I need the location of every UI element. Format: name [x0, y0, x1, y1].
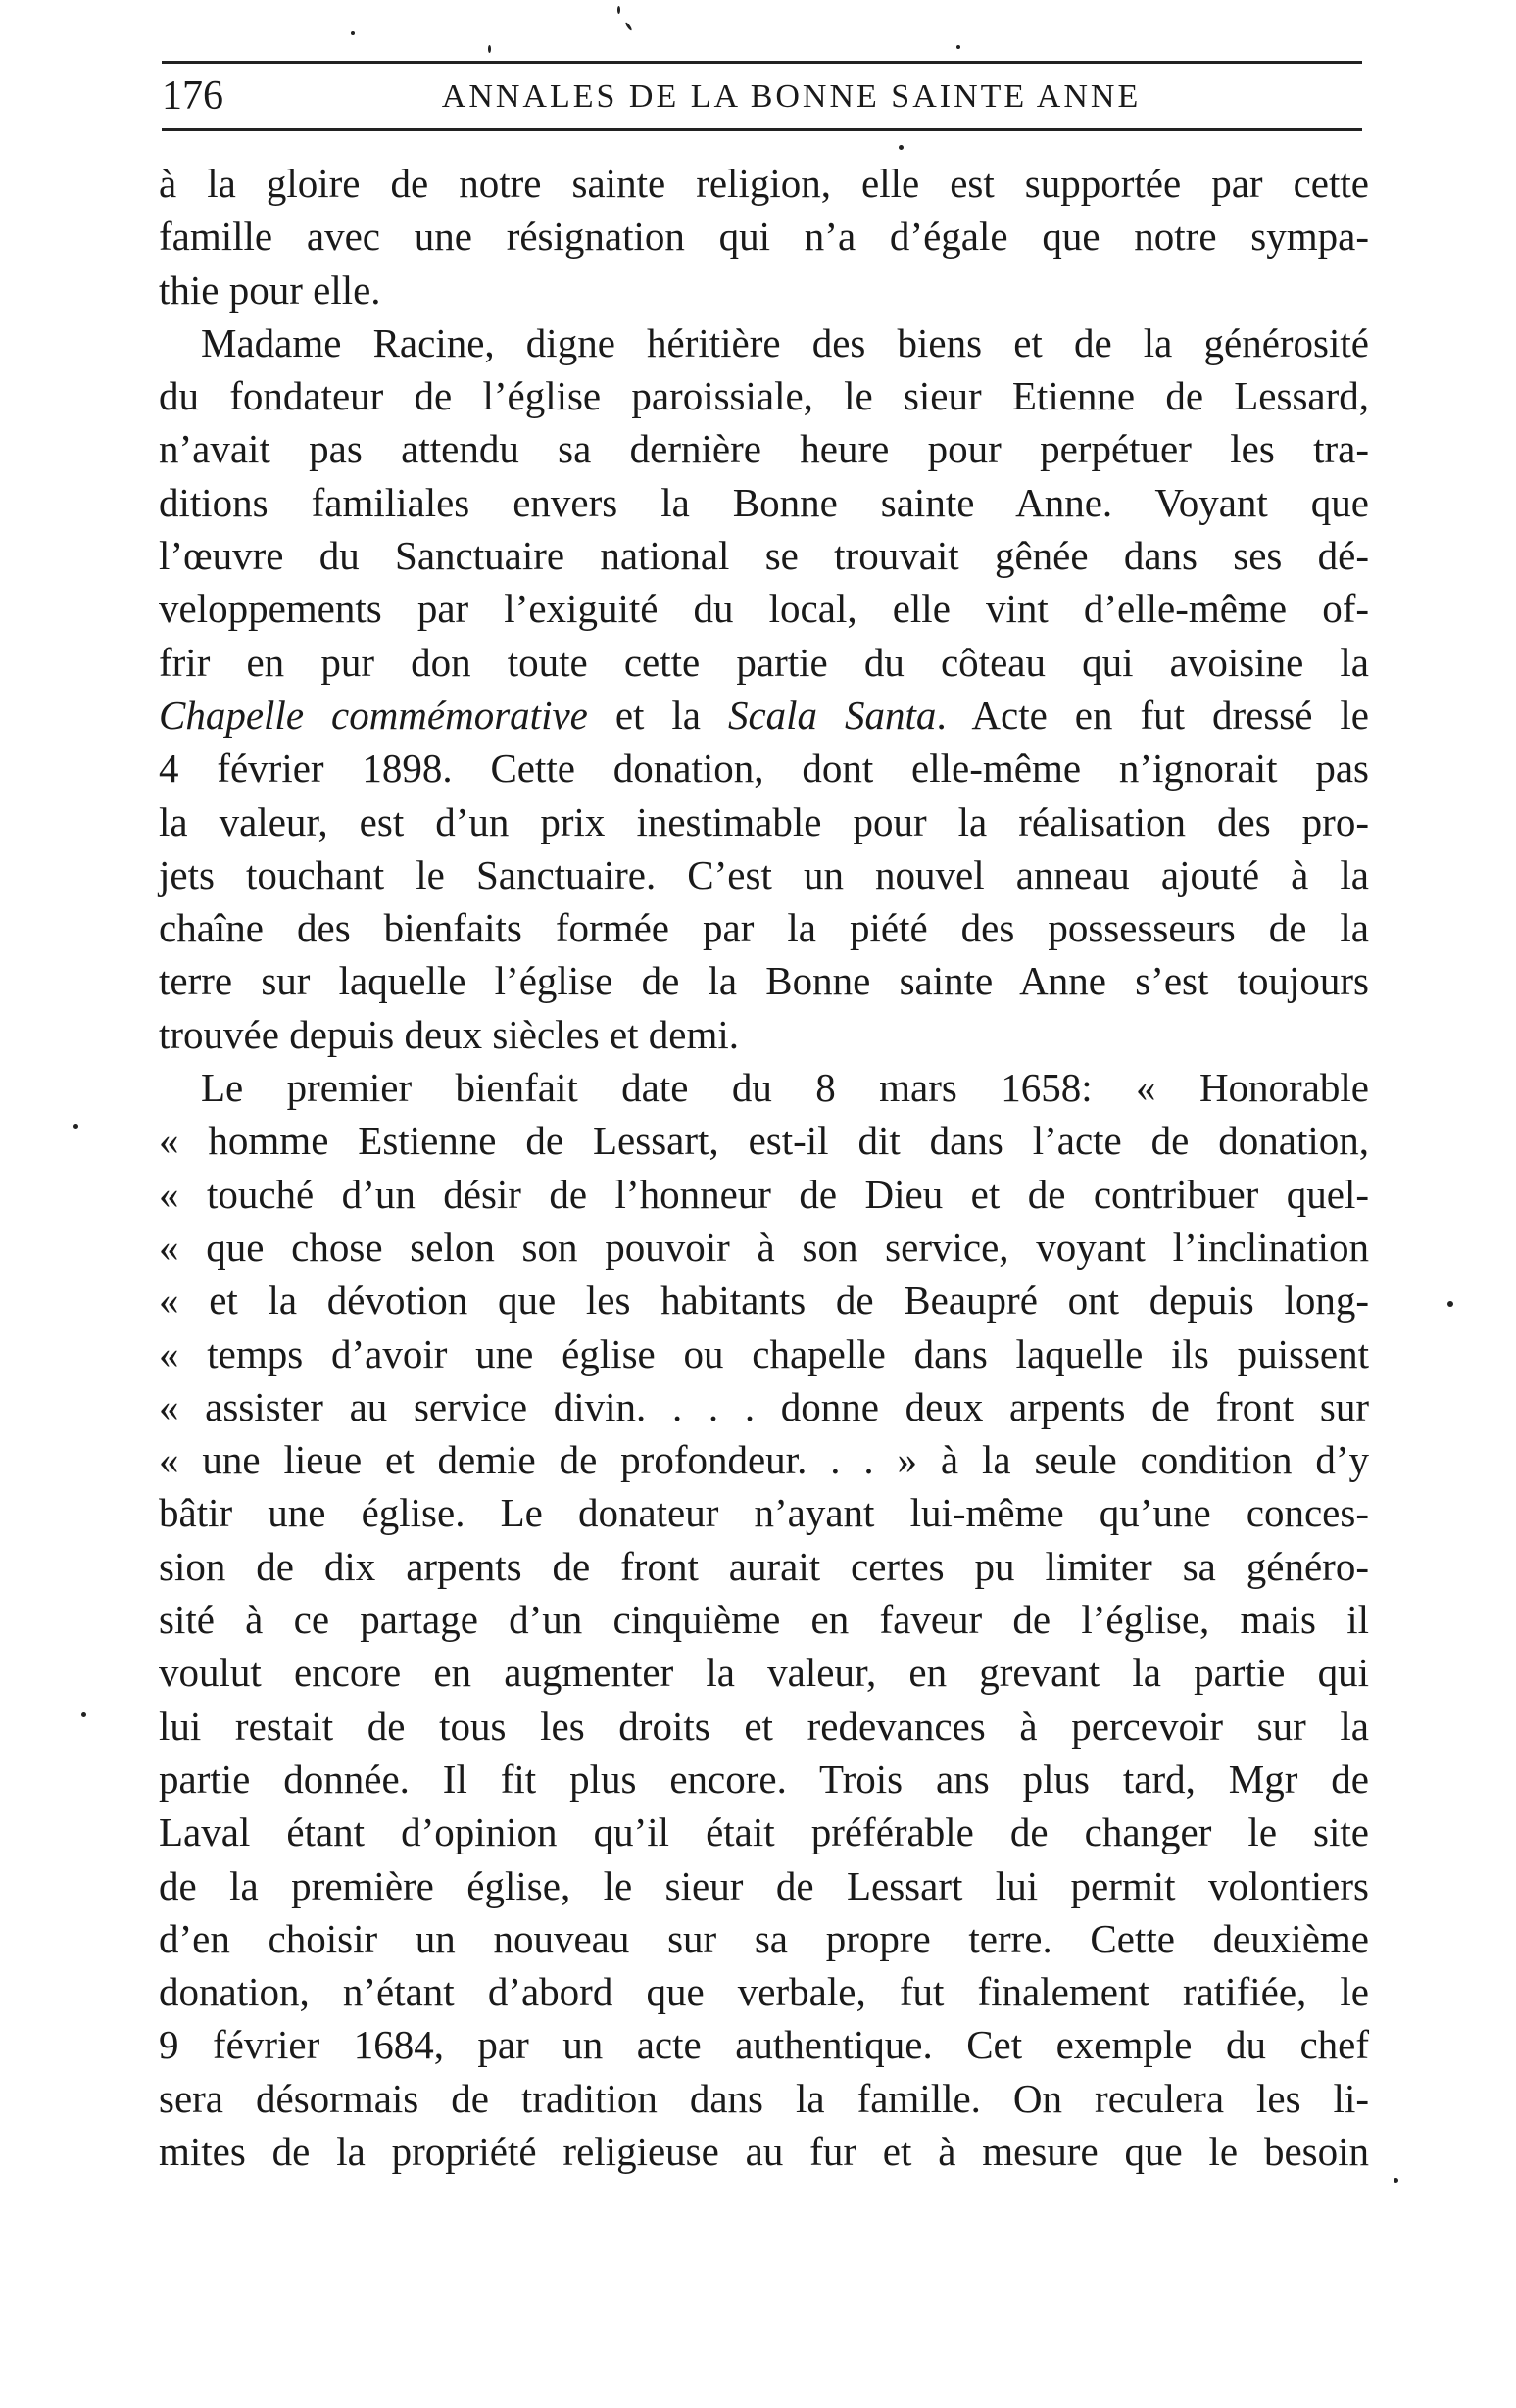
- text-line: donation, n’étant d’abord que verbale, fut finalement ratifiée, le: [159, 1969, 1369, 2015]
- text-line: « homme Estienne de Lessart, est-il dit dans l’acte de donation,: [159, 1118, 1369, 1164]
- text-line: « touché d’un désir de l’honneur de Dieu et de contribuer quel-: [159, 1171, 1369, 1217]
- text-line: Le premier bienfait date du 8 mars 1658: « Honorable: [201, 1065, 1369, 1111]
- text-line: « et la dévotion que les habitants de Beaupré ont depuis long-: [159, 1277, 1369, 1324]
- scan-speck: [624, 22, 632, 31]
- text-line: sité à ce partage d’un cinquième en faveur de l’église, mais il: [159, 1597, 1369, 1643]
- scan-speck: [81, 1712, 86, 1717]
- text-line: frir en pur don toute cette partie du côteau qui avoisine la: [159, 639, 1369, 685]
- page-header: [162, 61, 1362, 131]
- scan-speck: [956, 45, 960, 49]
- text-line: jets touchant le Sanctuaire. C’est un nouvel anneau ajouté à la: [159, 851, 1369, 897]
- scan-speck: [1394, 2178, 1398, 2183]
- page-number: 176: [162, 73, 223, 119]
- running-head: ANNALES DE LA BONNE SAINTE ANNE: [441, 78, 1142, 115]
- text-line: 4 février 1898. Cette donation, dont elle-même n’ignorait pas: [159, 746, 1369, 792]
- text-line: partie donnée. Il fit plus encore. Trois ans plus tard, Mgr de: [159, 1756, 1369, 1802]
- text-line: [159, 689, 1369, 742]
- italic-title-chapelle: Chapelle commémorative: [159, 692, 588, 738]
- text-fragment: . Acte en fut dressé le: [936, 692, 1369, 738]
- text-line: « que chose selon son pouvoir à son service, voyant l’inclination: [159, 1224, 1369, 1270]
- text-line: terre sur laquelle l’église de la Bonne sainte Anne s’est toujours: [159, 958, 1369, 1004]
- scan-speck: [73, 1124, 78, 1129]
- text-line: 9 février 1684, par un acte authentique. Cet exemple du chef: [159, 2022, 1369, 2068]
- text-line: « une lieue et demie de profondeur. . . » à la seule condition d’y: [159, 1437, 1369, 1483]
- text-line: ditions familiales envers la Bonne sainte Anne. Voyant que: [159, 479, 1369, 525]
- text-line: trouvée depuis deux siècles et demi.: [159, 1011, 740, 1057]
- text-line: à la gloire de notre sainte religion, elle est supportée par cette: [159, 161, 1369, 206]
- text-line: chaîne des bienfaits formée par la piété des possesseurs de la: [159, 905, 1369, 951]
- text-line: mites de la propriété religieuse au fur et à mesure que le besoin: [159, 2128, 1369, 2174]
- text-line: n’avait pas attendu sa dernière heure pour perpétuer les tra-: [159, 426, 1369, 472]
- text-line: thie pour elle.: [159, 266, 381, 313]
- text-line: famille avec une résignation qui n’a d’égale que notre sympa-: [159, 214, 1369, 260]
- body-text: [159, 157, 1369, 2178]
- scan-speck: [351, 31, 355, 35]
- text-line: l’œuvre du Sanctuaire national se trouvait gênée dans ses dé-: [159, 533, 1369, 579]
- text-line: la valeur, est d’un prix inestimable pour la réalisation des pro-: [159, 798, 1369, 844]
- text-line: bâtir une église. Le donateur n’ayant lui-même qu’une conces-: [159, 1490, 1369, 1536]
- scan-speck: [488, 45, 491, 53]
- text-line: veloppements par l’exiguité du local, elle vint d’elle-même of-: [159, 586, 1369, 632]
- italic-title-scala: Scala Santa: [727, 692, 937, 738]
- text-fragment: et la: [587, 692, 728, 738]
- text-line: sera désormais de tradition dans la famille. On reculera les li-: [159, 2075, 1369, 2121]
- text-line: Laval étant d’opinion qu’il était préférable de changer le site: [159, 1809, 1369, 1855]
- scan-speck: [899, 145, 904, 150]
- text-line: « assister au service divin. . . . donne deux arpents de front sur: [159, 1383, 1369, 1429]
- text-line: sion de dix arpents de front aurait certes pu limiter sa généro-: [159, 1543, 1369, 1589]
- text-line: voulut encore en augmenter la valeur, en grevant la partie qui: [159, 1650, 1369, 1696]
- text-line: du fondateur de l’église paroissiale, le sieur Etienne de Lessard,: [159, 373, 1369, 419]
- scan-speck: [1447, 1301, 1453, 1307]
- text-line: lui restait de tous les droits et redevances à percevoir sur la: [159, 1703, 1369, 1749]
- text-line: « temps d’avoir une église ou chapelle dans laquelle ils puissent: [159, 1330, 1369, 1376]
- text-line: de la première église, le sieur de Lessart lui permit volontiers: [159, 1862, 1369, 1908]
- scan-speck: [617, 6, 620, 14]
- text-line: Madame Racine, digne héritière des biens et de la générosité: [201, 319, 1369, 365]
- text-line: d’en choisir un nouveau sur sa propre terre. Cette deuxième: [159, 1915, 1369, 1961]
